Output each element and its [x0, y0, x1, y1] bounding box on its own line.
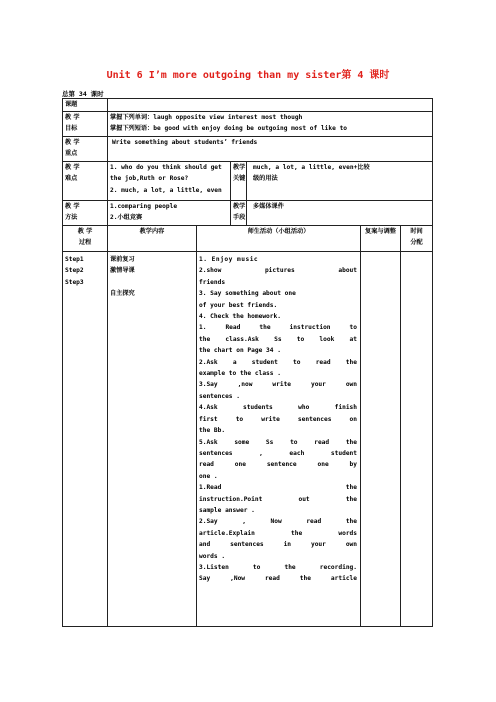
activity-line: 4.Ask students who finish: [199, 404, 357, 412]
content-item: [110, 277, 194, 288]
activity-line: article.Explain the words: [199, 529, 357, 537]
step-label: Step2: [65, 267, 84, 275]
topic-value: [108, 99, 433, 112]
activity-line: 1. Read the instruction to: [199, 324, 357, 332]
lesson-plan-table: [62, 98, 433, 627]
time-column: [401, 252, 433, 627]
activity-line: 3.Listen to the recording.: [199, 563, 357, 571]
activity-line: the class.Ask Ss to look at: [199, 335, 357, 343]
content-item: 课前复习: [110, 256, 135, 263]
activity-line: 1. Enjoy music: [199, 256, 259, 263]
review-column: [361, 252, 401, 627]
step-label: Step3: [65, 278, 84, 286]
activity-line: 1.Read the: [199, 484, 357, 492]
activity-line: 2.Ask a student to read the: [199, 358, 357, 366]
means-value: 多媒体课件: [247, 201, 433, 226]
content-column: [108, 252, 197, 627]
goals-words: 掌握下列单词：laugh opposite view interest most though: [110, 114, 303, 121]
activity-line: and sentences in your own: [199, 541, 357, 549]
activity-line: sample answer .: [199, 506, 255, 514]
activity-line: read one sentence one by: [199, 461, 357, 469]
topic-label: 课题: [63, 99, 108, 112]
activity-line: 3.Say ,now write your own: [199, 381, 357, 389]
method-label: 教 学 方法: [63, 201, 108, 226]
activity-line: sentences , each student: [199, 449, 357, 457]
activity-line: 4. Check the homework.: [199, 313, 281, 321]
process-body-row: [63, 252, 433, 627]
key-value: much, a lot, a little, even+比较 级的用法: [247, 162, 433, 201]
page-title: Unit 6 I’m more outgoing than my sister第 4 课时: [106, 70, 390, 81]
activity-line: friends: [199, 278, 226, 286]
step-label: Step1: [65, 256, 84, 263]
process-header-row: [63, 226, 433, 252]
activity-line: sentences .: [199, 392, 240, 400]
activity-line: 2.Say , Now read the: [199, 518, 357, 526]
activity-line: of your best friends.: [199, 301, 278, 309]
key-label: 教学 关键: [231, 162, 247, 201]
topic-row: [63, 99, 433, 112]
means-label: 教学 手段: [231, 201, 247, 226]
step-column: [63, 252, 108, 627]
process-label: 教 学 过程: [63, 226, 108, 252]
activity-line: instruction.Point out the: [199, 495, 357, 503]
activity-line: one .: [199, 472, 218, 480]
activity-line: example to the class .: [199, 370, 281, 378]
lesson-count: 总第 34 课时: [62, 90, 104, 98]
content-item: 自主探究: [110, 290, 135, 298]
method-value: 1.comparing people 2.小组竞赛: [108, 201, 231, 226]
method-row: [63, 201, 433, 226]
activity-line: Say ,Now read the article: [199, 575, 357, 583]
difficulty-value: 1. who do you think should get the job,Ruth or Rose? 2. much, a lot, a little, even: [108, 162, 231, 201]
goals-label: 教 学 目标: [63, 112, 108, 137]
focus-value: Write something about students’ friends: [108, 137, 433, 162]
content-header: 教学内容: [108, 226, 197, 252]
activity-line: 3. Say something about one: [199, 290, 296, 298]
activity-line: the Bb.: [199, 427, 226, 435]
focus-label: 教 学 重点: [63, 137, 108, 162]
activity-line: the chart on Page 34 .: [199, 347, 281, 355]
activity-line: 2.show pictures about: [199, 267, 357, 275]
focus-row: [63, 137, 433, 162]
time-header: 时间 分配: [401, 226, 433, 252]
goals-row: [63, 112, 433, 137]
activity-line: 5.Ask some Ss to read the: [199, 438, 357, 446]
goals-phrases: 掌握下列短语：be good with enjoy doing be outgoing most of like to: [110, 125, 348, 133]
activity-column: [197, 252, 361, 627]
review-header: 复案与调整: [361, 226, 401, 252]
difficulty-row: [63, 162, 433, 201]
activity-header: 师生活动（小组活动）: [197, 226, 361, 252]
content-item: 激情导课: [110, 267, 135, 275]
goals-value: [108, 112, 433, 137]
activity-line: first to write sentences on: [199, 415, 357, 423]
activity-line: words .: [199, 552, 226, 560]
difficulty-label: 教 学 难点: [63, 162, 108, 201]
